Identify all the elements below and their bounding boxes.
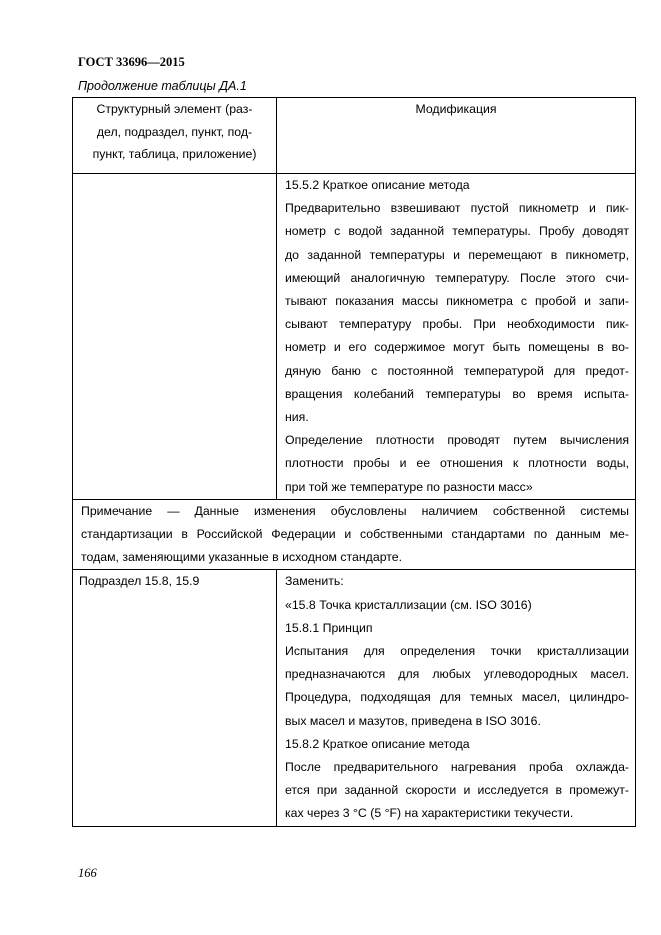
table-continuation-caption: Продолжение таблицы ДА.1 [78,79,247,93]
modification-cell [277,174,636,500]
text-line: ния. [285,410,309,425]
table-row [73,174,636,500]
text-line: ках через 3 °C (5 °F) на характеристики текучести. [285,806,574,821]
text-line: Испытания для определения точки кристаллизации [285,644,629,659]
text-line: «15.8 Точка кристаллизации (см. ISO 3016) [285,597,532,612]
structural-element-cell [73,174,277,500]
col-header-line: дел, подраздел, пункт, под- [96,124,253,139]
text-line: 15.8.2 Краткое описание метода [285,736,470,751]
note-line: Примечание — Данные изменения обусловлены наличием собственной системы [81,503,629,518]
text-line: Определение плотности проводят путем вычисления [285,433,629,448]
note-line: стандартизации в Российской Федерации и собственными стандартами по данным ме- [81,527,629,542]
text-line: имеющий аналогичную температуру. После этого счи- [285,270,629,285]
text-line: до заданной температуры и перемещают в пикнометр, [285,247,629,262]
note-cell [73,499,636,570]
text-line: Предварительно взвешивают пустой пикнометр и пик- [285,201,629,216]
text-line: вых масел и мазутов, приведена в ISO 3016. [285,713,541,728]
text-line: нометр с водой заданной температуры. Пробу доводят [285,224,629,239]
text-line: предназначаются для любых углеводородных масел. [285,667,629,682]
page-number: 166 [78,866,97,880]
note-row [73,499,636,570]
text-line: Процедура, подходящая для темных масел, цилиндро- [285,690,629,705]
text-line: сывают температуру пробы. При необходимости пик- [285,317,629,332]
text-line: ется при заданной скорости и исследуется в промежут- [285,783,629,798]
col-header-structural-element [73,98,277,174]
text-line: нометр и его содержимое могут быть помещены в во- [285,340,629,355]
text-line: дяную баню с постоянной температурой для предот- [285,363,629,378]
col-header-label: Модификация [415,102,497,116]
text-line: После предварительного нагревания проба охлажда- [285,760,629,775]
col-header-modification [277,98,636,174]
text-line: тывают показания массы пикнометра с пробой и запи- [285,294,629,309]
note-line: тодам, заменяющими указанные в исходном стандарте. [81,550,403,565]
text-line: плотности пробы и ее отношения к плотности воды, [285,456,629,471]
text-line: вращения колебаний температуры во время испыта- [285,386,629,401]
col-header-line: Структурный элемент (раз- [96,102,253,116]
text-line: 15.8.1 Принцип [285,620,373,635]
structural-element-label: Подраздел 15.8, 15.9 [79,574,200,589]
table-header-row [73,98,636,174]
modification-cell [277,570,636,826]
text-line: 15.5.2 Краткое описание метода [285,178,470,192]
modification-table [72,97,636,827]
table-row [73,570,636,826]
text-line: Заменить: [285,574,344,589]
structural-element-cell [73,570,277,826]
document-id: ГОСТ 33696—2015 [78,55,185,69]
col-header-line: пункт, таблица, приложение) [92,147,257,161]
text-line: при той же температуре по разности масс» [285,479,533,494]
